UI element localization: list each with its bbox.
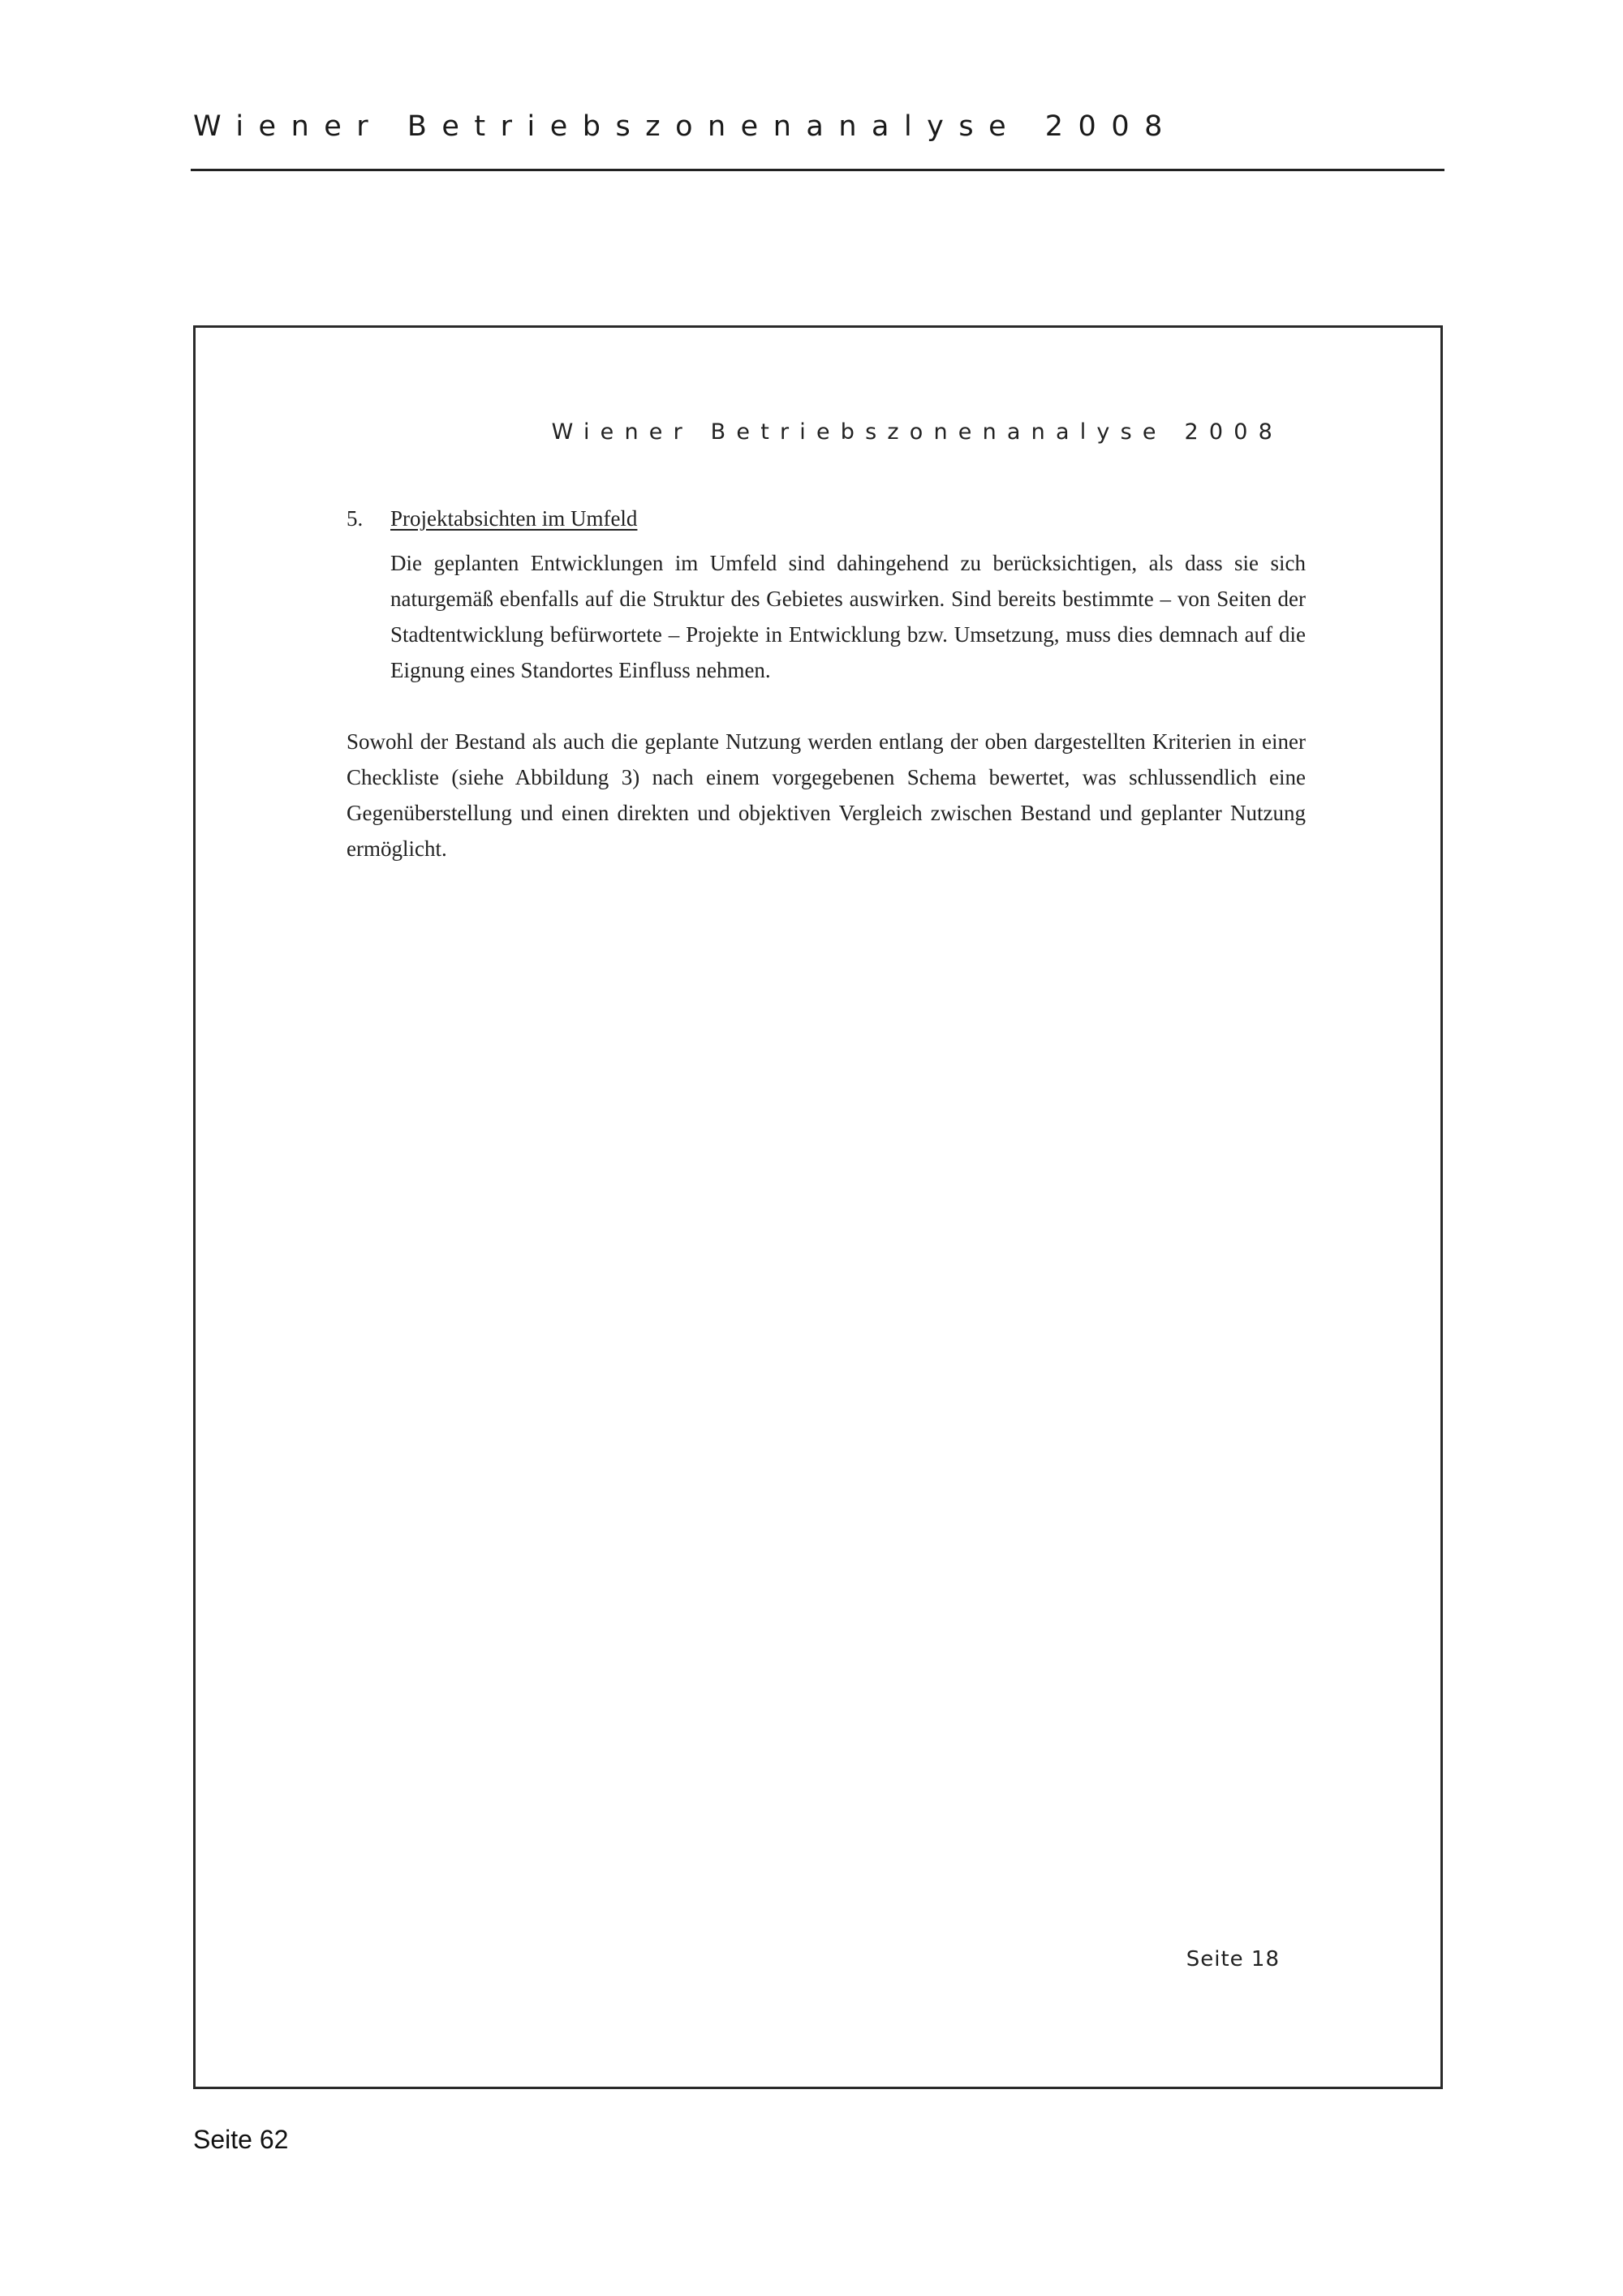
embedded-page-frame: [193, 325, 1443, 2089]
section-title: Projektabsichten im Umfeld: [390, 506, 638, 531]
embedded-page-header-title: Wiener Betriebszonenanalyse 2008: [551, 419, 1283, 445]
summary-paragraph: Sowohl der Bestand als auch die geplante Nutzung werden entlang der oben dargestellten Kriterien in einer Checkliste (siehe Abbildung 3) nach einem vorgegebenen Schema bewertet, was schlussendlich eine Gegenüberstellung und einen direkten und objektiven Vergleich zwischen Bestand und geplanter Nutzung ermöglicht.: [347, 729, 1306, 861]
embedded-page-number: Seite 18: [1186, 1947, 1280, 1971]
page-header-title: Wiener Betriebszonenanalyse 2008: [193, 110, 1177, 143]
section-body-text: Die geplanten Entwicklungen im Umfeld sind dahingehend zu berücksichtigen, als dass sie sich naturgemäß ebenfalls auf die Struktur des Gebietes auswirken. Sind bereits bestimmte – von Seiten der Stadtentwicklung befürwortete – Projekte in Entwicklung bzw. Umsetzung, muss dies demnach auf die Eignung eines Standortes Einfluss nehmen.: [390, 551, 1306, 682]
section-projektabsichten: [347, 506, 1306, 688]
header-divider: [191, 169, 1444, 171]
section-heading: [347, 506, 1306, 539]
section-number: 5.: [347, 506, 364, 531]
page-number: Seite 62: [193, 2125, 289, 2154]
